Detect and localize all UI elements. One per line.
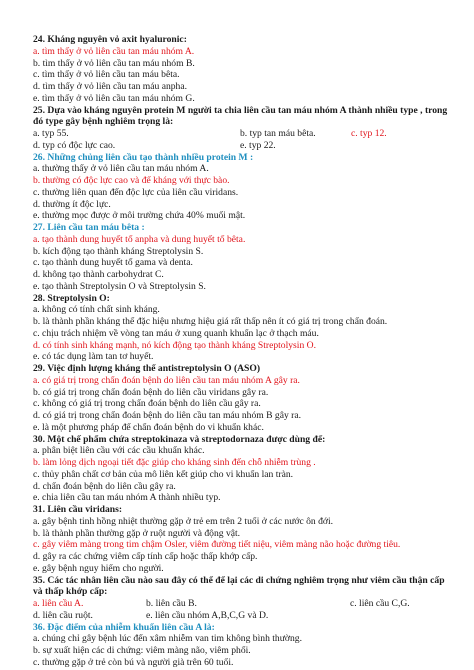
answer-line: b. kích động tạo thành kháng Streptolysin S.	[33, 245, 204, 257]
answer-line: d. chẩn đoán bệnh do liên cầu gây ra.	[33, 480, 176, 492]
question-heading: 28. Streptolysin O:	[33, 292, 110, 304]
question-heading: 35. Các tác nhân liên cầu nào sau đây có thể để lại các di chứng nghiêm trọng như viêm cầu thận cấp và thấp khớp cấp:	[33, 574, 445, 598]
answer-line: e. gây bệnh nguy hiểm cho người.	[33, 562, 164, 574]
answer-line: a. thường thấy ở vỏ liên cầu tan máu nhóm A.	[33, 163, 209, 175]
answer-line: d. gây ra các chứng viêm cấp tính cấp hoặc thấp khớp cấp.	[33, 551, 258, 562]
answer-line: c. thường liên quan đến độc lực của liên cầu viridans.	[33, 186, 239, 198]
answer-line: b. là thành phần thường gặp ở ruột người và động vật.	[33, 527, 241, 539]
answer-line: b. tìm thấy ở vỏ liên cầu tan máu nhóm B.	[33, 57, 195, 69]
answer-line: e. tìm thấy ở vỏ liên cầu tan máu nhóm G.	[33, 92, 195, 104]
question-heading: 30. Một chế phẩm chứa streptokinaza và streptodornaza được dùng để:	[33, 433, 326, 445]
answer-line: d. tìm thấy ở vỏ liên cầu tan máu anpha.	[33, 81, 188, 92]
answer-line: e. chia liên cầu tan máu nhóm A thành nhiều typ.	[33, 492, 221, 504]
answer-line: d. có giá trị trong chẩn đoán bệnh do liên cầu tan máu nhóm B gây ra.	[33, 410, 302, 421]
question-heading: 36. Đặc điểm của nhiễm khuẩn liên cầu A là:	[33, 621, 215, 633]
answer-line: b. làm lỏng dịch ngoại tiết đặc giúp cho kháng sinh đến chỗ nhiễm trùng .	[33, 457, 316, 468]
question-heading: 25. Dựa vào kháng nguyên protein M người ta chia liên cầu tan máu nhóm A thành nhiều type , trong đó type gây bệnh nghiêm trọng là:	[33, 104, 448, 128]
answer-line: b. là thành phần kháng thể đặc hiệu nhưng hiệu giá rất thấp nên ít có giá trị trong chẩn đoán.	[33, 316, 388, 327]
answer-line: a. tạo thành dung huyết tố anpha và dung huyết tố bêta.	[33, 233, 246, 245]
answer-line: c. gây viêm màng trong tim chậm Osler, viêm đường tiết niệu, viêm màng não hoặc đường tiêu.	[33, 539, 401, 551]
question-heading: 24. Kháng nguyên vỏ axit hyaluronic:	[33, 34, 187, 45]
question-list	[33, 34, 453, 669]
answer-line: a. gây bệnh tinh hồng nhiệt thường gặp ở trẻ em trên 2 tuổi ở các nước ôn đới.	[33, 515, 334, 527]
question-heading: 27. Liên cầu tan máu bêta :	[33, 222, 145, 233]
answer-line: d. không tạo thành carbohydrat C.	[33, 269, 164, 280]
question-heading: 31. Liên cầu viridans:	[33, 504, 123, 515]
answer-line: c. chịu trách nhiệm về vòng tan máu ở xung quanh khuẩn lạc ở thạch máu.	[33, 327, 319, 339]
answer-line: c. không có giá trị trong chẩn đoán bệnh do liên cầu gây ra.	[33, 398, 261, 410]
answer-line: b. sự xuất hiện các di chứng: viêm màng não, viêm phổi.	[33, 645, 251, 656]
answer-line: d. thường ít độc lực.	[33, 198, 111, 210]
answer-line: a. phân biệt liên cầu với các cầu khuẩn khác.	[33, 445, 205, 457]
answer-options-row: a. liên cầu A. b. liên cầu B. c. liên cầu C,G.	[33, 598, 410, 609]
answer-line: b. có giá trị trong chẩn đoán bệnh do liên cầu viridans gây ra.	[33, 386, 269, 398]
answer-line: c. thủy phân chất cơ bản của mô liên kết giúp cho vi khuẩn lan tràn.	[33, 468, 294, 480]
answer-line: b. thường có độc lực cao và để kháng với thực bào.	[33, 175, 230, 186]
answer-line: e. có tác dụng làm tan tơ huyết.	[33, 351, 154, 363]
answer-line: e. thường mọc được ở môi trường chứa 40% muối mật.	[33, 210, 246, 222]
answer-line: a. tìm thấy ở vỏ liên cầu tan máu nhóm A.	[33, 45, 195, 57]
answer-line: a. chúng chỉ gây bệnh lúc đến xâm nhiễm van tim không bình thường.	[33, 633, 302, 645]
answer-line: d. có tính sinh kháng mạnh, nó kích động tạo thành kháng Streptolysin O.	[33, 339, 316, 351]
answer-line: c. tìm thấy ở vỏ liên cầu tan máu bêta.	[33, 69, 180, 81]
answer-options-row: d. liên cầu ruột. e. liên cầu nhóm A,B,C,G và D.	[33, 609, 269, 621]
question-heading: 26. Những chủng liên cầu tạo thành nhiều protein M :	[33, 151, 254, 163]
answer-options-row: a. typ 55. b. typ tan máu bêta. c. typ 12.	[33, 128, 387, 139]
answer-line: a. có giá trị trong chẩn đoán bệnh do liên cầu tan máu nhóm A gây ra.	[33, 374, 300, 386]
answer-line: c. thường gặp ở trẻ còn bú và người già trên 60 tuổi.	[33, 656, 234, 668]
answer-line: e. tạo thành Streptolysin O và Streptolysin S.	[33, 280, 206, 292]
answer-line: a. không có tính chất sinh kháng.	[33, 304, 160, 316]
answer-line: c. tạo thành dung huyết tố gama và denta.	[33, 257, 193, 269]
question-heading: 29. Việc định lượng kháng thể antistreptolysin O (ASO)	[33, 363, 261, 374]
answer-options-row: d. typ có độc lực cao. e. typ 22.	[33, 139, 276, 151]
answer-line: e. là một phương pháp để chẩn đoán bệnh do vi khuẩn khác.	[33, 421, 264, 433]
